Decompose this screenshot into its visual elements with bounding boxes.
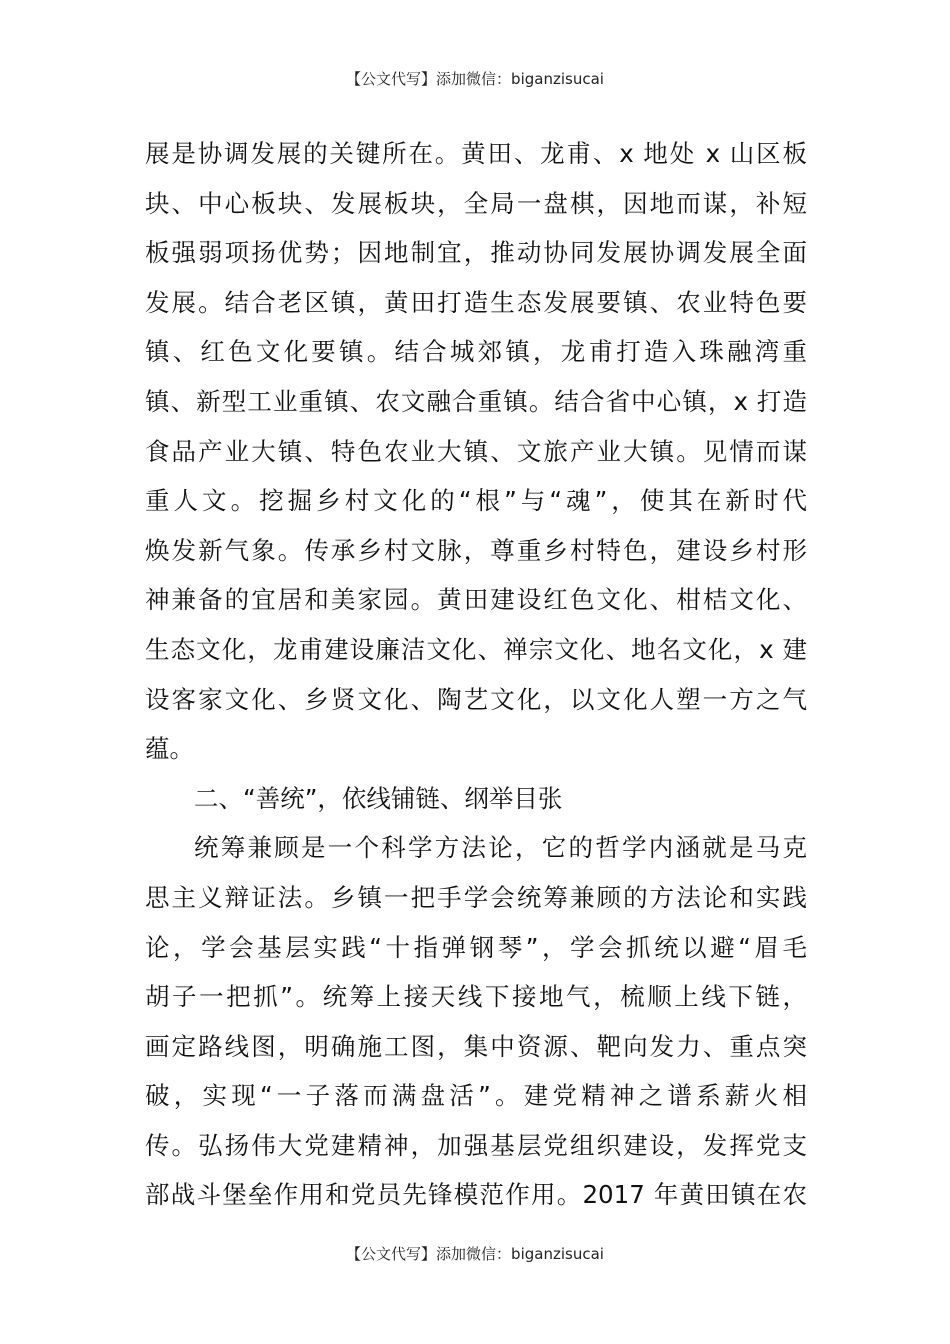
paragraph-line: 蕴。 [145,734,194,764]
page-header: 【公文代写】添加微信：biganzisucai [346,70,604,88]
paragraph-line: 画定路线图，明确施工图，集中资源、靶向发力、重点突 [145,1031,807,1061]
paragraph-line: 块、中心板块、发展板块，全局一盘棋，因地而谋，补短 [145,188,807,218]
page-footer: 【公文代写】添加微信：biganzisucai [346,1245,604,1263]
paragraph-line: 统筹兼顾是一个科学方法论，它的哲学内涵就是马克 [194,833,807,863]
paragraph-line: 镇、新型工业重镇、农文融合重镇。结合省中心镇，x 打造 [145,386,807,416]
section-heading: 二、“善统”，依线铺链、纲举目张 [194,783,563,813]
paragraph-line: 板强弱项扬优势；因地制宜，推动协同发展协调发展全面 [145,238,807,268]
paragraph-line: 神兼备的宜居和美家园。黄田建设红色文化、柑桔文化、 [145,585,807,615]
paragraph-line: 部战斗堡垒作用和党员先锋模范作用。2017 年黄田镇在农 [145,1180,807,1210]
paragraph-line: 重人文。挖掘乡村文化的“根”与“魂”，使其在新时代 [145,486,807,516]
document-body [145,129,807,1220]
paragraph-line: 展是协调发展的关键所在。黄田、龙甫、x 地处 x 山区板 [145,139,807,168]
paragraph-line: 传。弘扬伟大党建精神，加强基层党组织建设，发挥党支 [145,1130,807,1160]
paragraph-line: 思主义辩证法。乡镇一把手学会统筹兼顾的方法论和实践 [145,882,807,912]
paragraph-line: 破，实现“一子落而满盘活”。建党精神之谱系薪火相 [145,1081,807,1111]
paragraph-line: 食品产业大镇、特色农业大镇、文旅产业大镇。见情而谋 [145,436,807,466]
paragraph-line: 胡子一把抓”。统筹上接天线下接地气，梳顺上线下链， [145,982,807,1012]
paragraph-line: 设客家文化、乡贤文化、陶艺文化，以文化人塑一方之气 [145,684,807,714]
paragraph-line: 论，学会基层实践“十指弹钢琴”，学会抓统以避“眉毛 [145,932,807,962]
paragraph-line: 生态文化，龙甫建设廉洁文化、禅宗文化、地名文化，x 建 [145,634,807,664]
paragraph-line: 焕发新气象。传承乡村文脉，尊重乡村特色，建设乡村形 [145,535,807,565]
paragraph-line: 镇、红色文化要镇。结合城郊镇，龙甫打造入珠融湾重 [145,337,807,367]
paragraph-line: 发展。结合老区镇，黄田打造生态发展要镇、农业特色要 [145,287,807,317]
